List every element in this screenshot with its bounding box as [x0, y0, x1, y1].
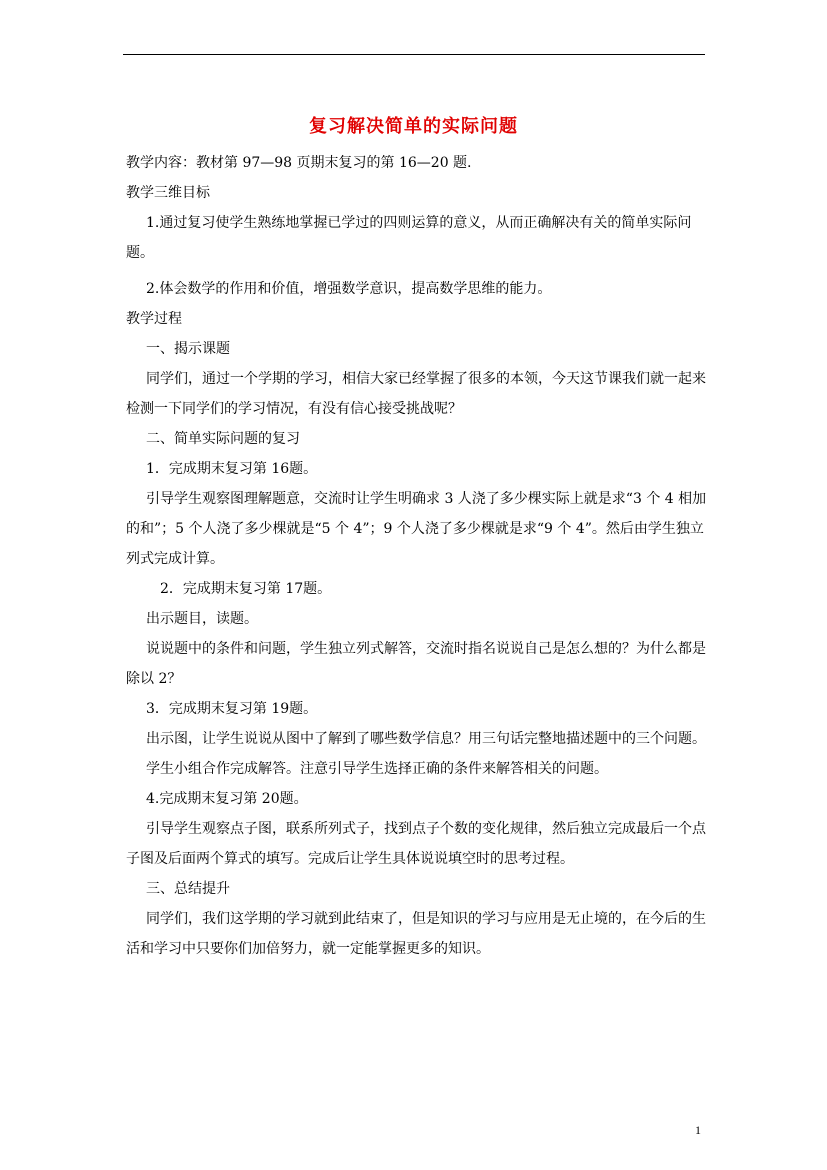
paragraph-item-2-read: 出示题目，读题。: [146, 611, 258, 627]
paragraph-item-2-detail: 说说题中的条件和问题，学生独立列式解答，交流时指名说说自己是怎么想的？为什么都是除以 2？: [126, 641, 706, 687]
paragraph-objective-2: 2.体会数学的作用和价值，增强数学意识，提高数学思维的能力。: [146, 281, 552, 297]
paragraph-item-3-group: 学生小组合作完成解答。注意引导学生选择正确的条件来解答相关的问题。: [146, 761, 608, 777]
paragraph-item-1-detail: 引导学生观察图理解题意，交流时让学生明确求 3 人浇了多少棵实际上就是求“3 个 4 相加的和”；5 个人浇了多少棵就是“5 个 4”；9 个人浇了多少棵就是求“9 个 4”。然后由学生独立列式完成计算。: [126, 491, 707, 567]
paragraph-item-1: 1．完成期末复习第 16题。: [146, 461, 318, 477]
document-body: [126, 148, 711, 964]
paragraph-item-2: 2．完成期末复习第 17题。: [160, 581, 332, 597]
paragraph-intro: 同学们，通过一个学期的学习，相信大家已经掌握了很多的本领，今天这节课我们就一起来检测一下同学们的学习情况，有没有信心接受挑战呢？: [126, 371, 706, 417]
heading-objectives: 教学三维目标: [126, 185, 210, 201]
paragraph-item-3-detail: 出示图，让学生说说从图中了解到了哪些数学信息？用三句话完整地描述题中的三个问题。: [146, 731, 706, 747]
header-rule: [123, 54, 705, 55]
heading-process: 教学过程: [126, 311, 182, 327]
heading-section-1: 一、揭示课题: [146, 341, 230, 357]
heading-section-2: 二、简单实际问题的复习: [146, 431, 300, 447]
paragraph-item-4: 4.完成期末复习第 20题。: [146, 791, 308, 807]
paragraph-item-3: 3．完成期末复习第 19题。: [146, 701, 318, 717]
document-title: 复习解决简单的实际问题: [309, 116, 518, 137]
paragraph-item-4-detail: 引导学生观察点子图，联系所列式子，找到点子个数的变化规律，然后独立完成最后一个点子图及后面两个算式的填写。完成后让学生具体说说填空时的思考过程。: [126, 821, 706, 867]
paragraph-objective-1: 1.通过复习使学生熟练地掌握已学过的四则运算的意义，从而正确解决有关的简单实际问题。: [126, 215, 692, 261]
heading-section-3: 三、总结提升: [146, 881, 230, 897]
page-number: 1: [695, 1123, 701, 1137]
paragraph-teaching-content: 教学内容：教材第 97—98 页期末复习的第 16—20 题.: [126, 155, 472, 171]
paragraph-summary: 同学们，我们这学期的学习就到此结束了，但是知识的学习与应用是无止境的，在今后的生活和学习中只要你们加倍努力，就一定能掌握更多的知识。: [126, 911, 706, 957]
